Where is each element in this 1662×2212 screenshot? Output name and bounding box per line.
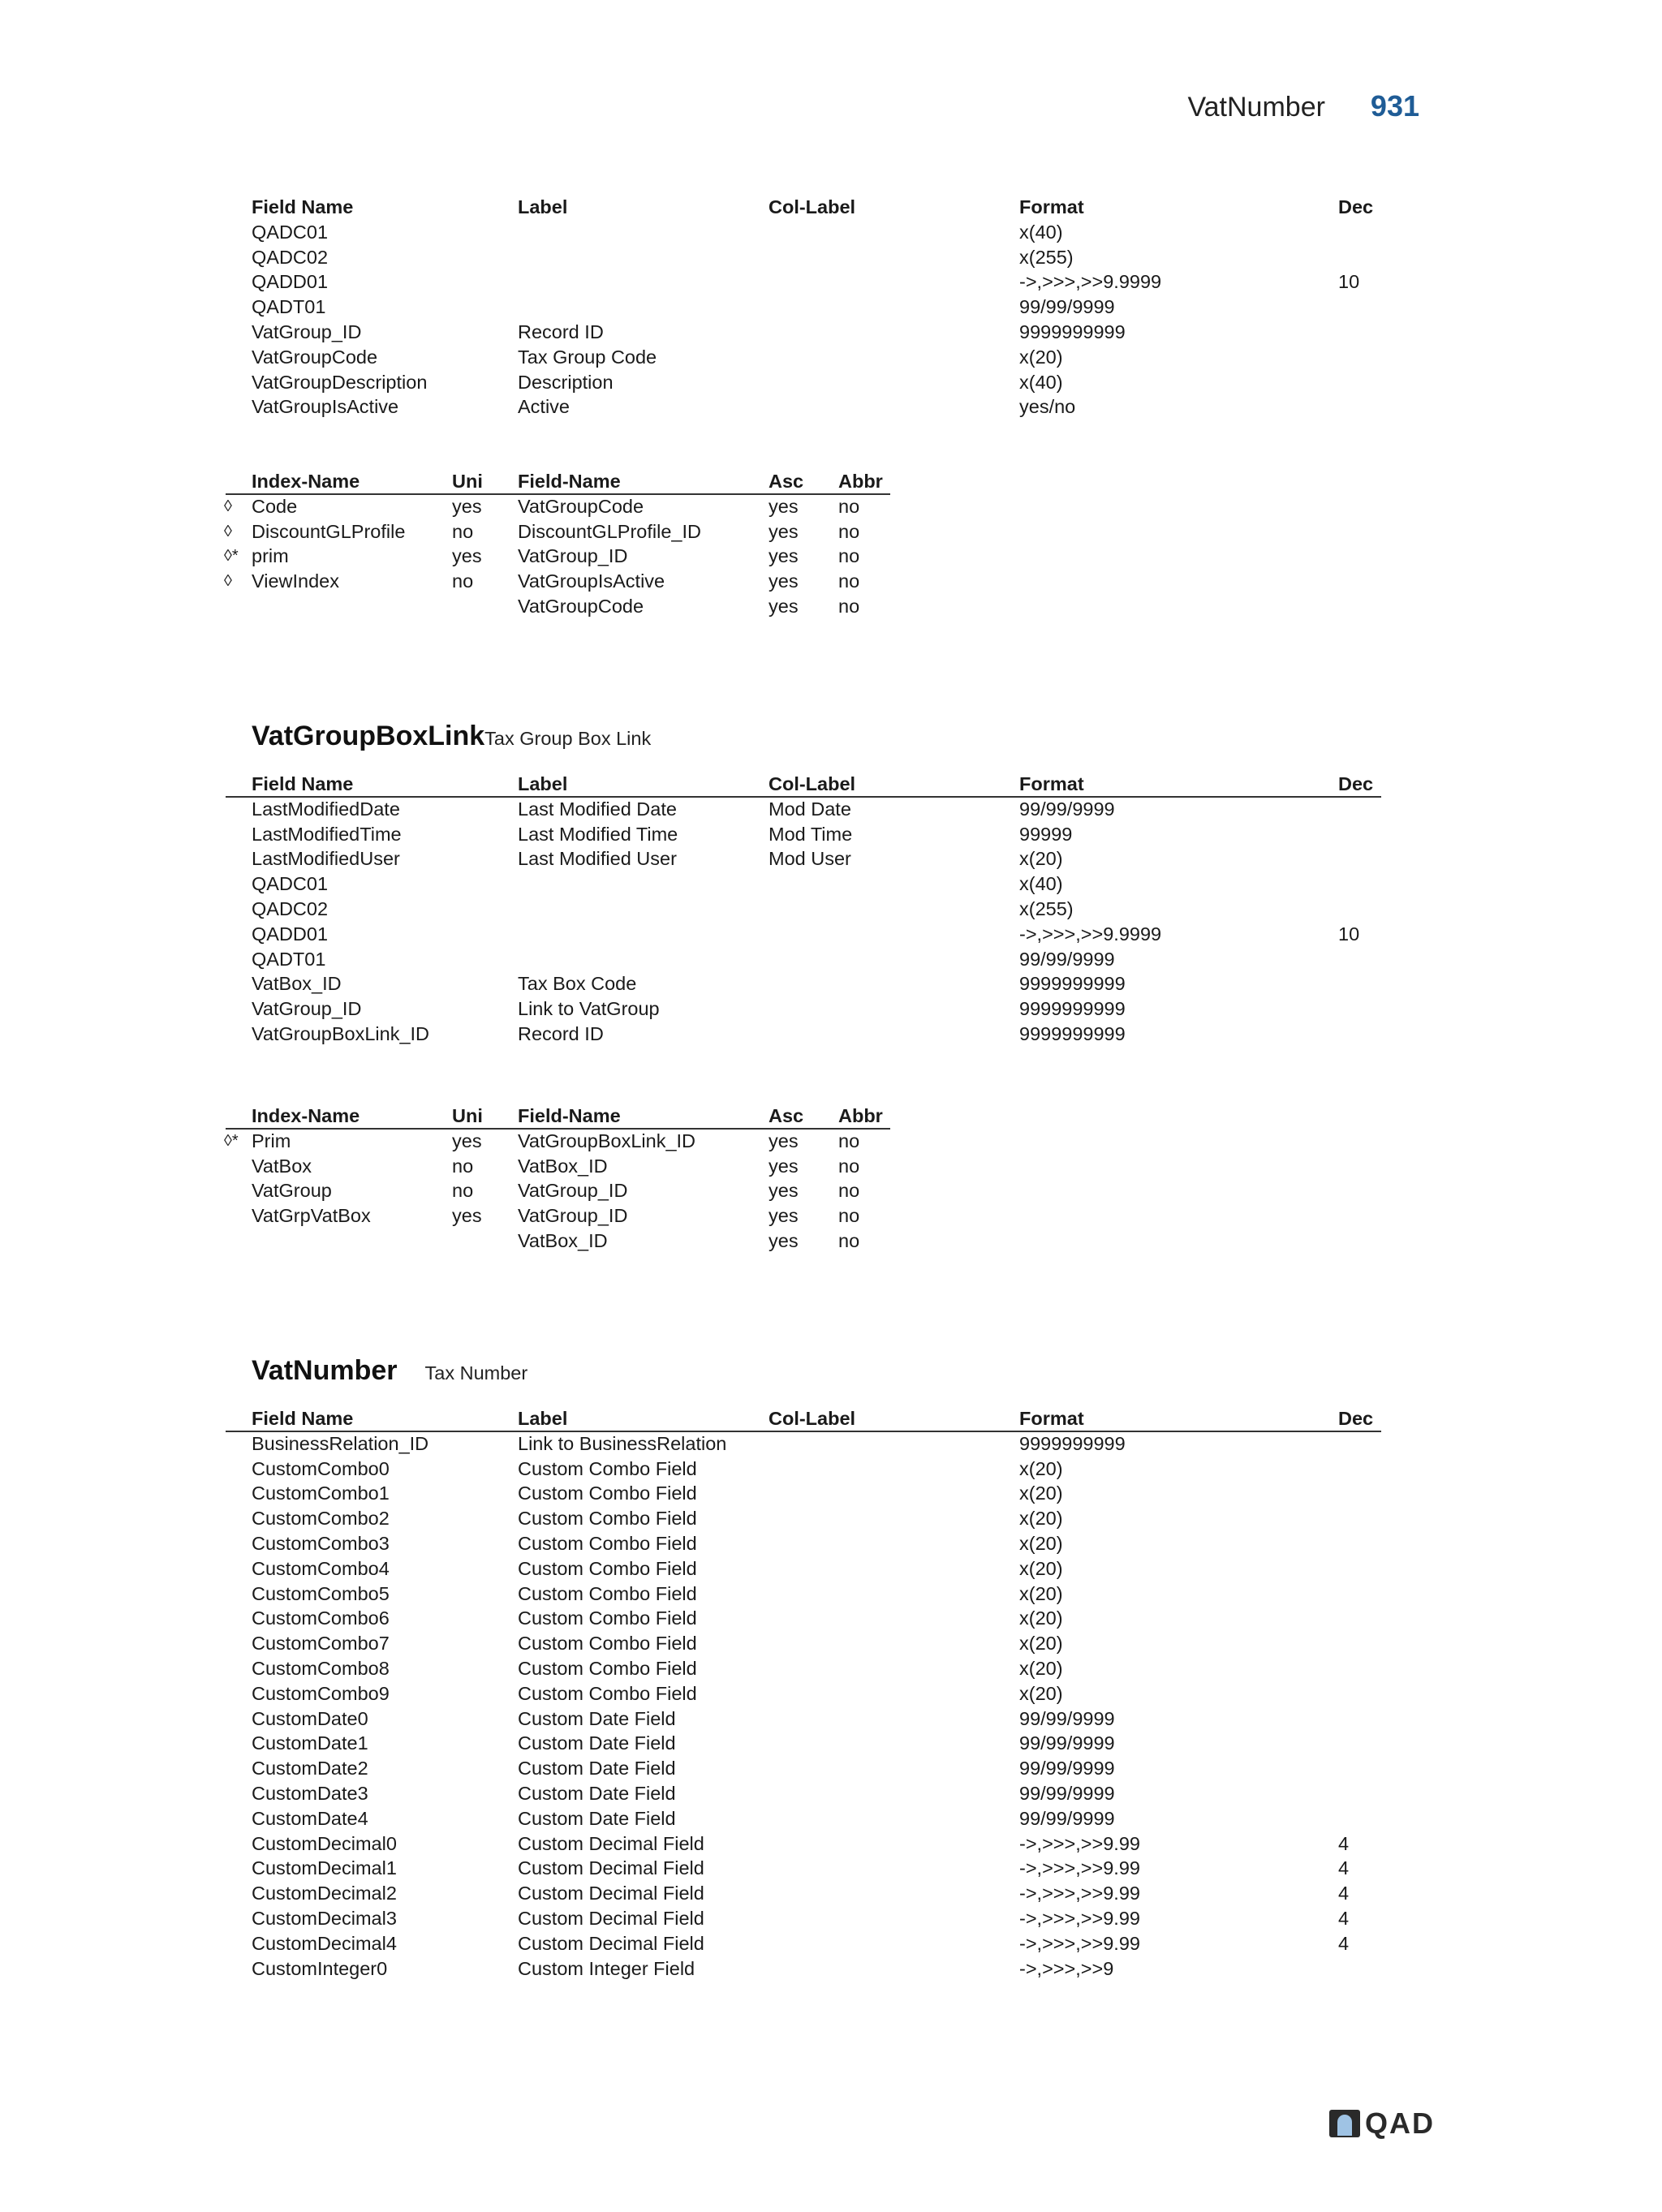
label-cell: Custom Decimal Field [518, 1932, 704, 1954]
table-row [0, 1582, 1662, 1607]
table-row [0, 922, 1662, 947]
vatgroup-index-table [0, 469, 1662, 619]
format-cell: 99/99/9999 [1019, 1707, 1115, 1729]
table-row [0, 996, 1662, 1022]
format-cell: 9999999999 [1019, 998, 1126, 1020]
field-name-cell: CustomDecimal2 [252, 1883, 397, 1904]
header-abbr: Abbr [838, 471, 883, 492]
dec-cell: 4 [1338, 1932, 1350, 1954]
label-cell: Custom Date Field [518, 1782, 676, 1804]
asc-cell: yes [769, 1229, 799, 1251]
abbr-cell: no [838, 1180, 860, 1202]
field-name-cell: CustomDate0 [252, 1707, 368, 1729]
table-row [0, 1681, 1662, 1706]
field-name-cell: VatGroup_ID [518, 1180, 628, 1202]
table-row [0, 1506, 1662, 1531]
header-field-name: Field-Name [518, 1105, 621, 1126]
field-name-cell: DiscountGLProfile_ID [518, 520, 701, 542]
field-name-cell: QADC01 [252, 873, 329, 895]
format-cell: x(40) [1019, 371, 1063, 393]
label-cell: Custom Combo Field [518, 1483, 697, 1504]
format-cell: 9999999999 [1019, 321, 1126, 342]
format-cell: 99999 [1019, 823, 1073, 845]
asc-cell: yes [769, 1180, 799, 1202]
format-cell: x(20) [1019, 1633, 1063, 1655]
table-row [0, 569, 1662, 594]
format-cell: x(20) [1019, 1582, 1063, 1604]
table-row [0, 1606, 1662, 1631]
index-marker: ◊ [224, 497, 232, 515]
table-row [0, 1831, 1662, 1857]
label-cell: Active [518, 396, 570, 418]
field-name-cell: VatGroup_ID [518, 1205, 628, 1227]
index-marker: ◊* [224, 547, 239, 566]
field-name-cell: CustomDate2 [252, 1758, 368, 1779]
field-name-cell: QADC02 [252, 897, 329, 919]
abbr-cell: no [838, 1130, 860, 1151]
label-cell: Custom Date Field [518, 1758, 676, 1779]
index-marker: ◊ [224, 572, 232, 591]
format-cell: 9999999999 [1019, 973, 1126, 995]
table-row [0, 822, 1662, 847]
table-row [0, 394, 1662, 420]
label-cell: Tax Box Code [518, 973, 637, 995]
unique-cell: yes [452, 1130, 482, 1151]
header-field-name: Field Name [252, 1408, 354, 1429]
field-name-cell: BusinessRelation_ID [252, 1432, 429, 1454]
format-cell: ->,>>>,>>9 [1019, 1957, 1114, 1979]
table-row [0, 594, 1662, 619]
format-cell: x(20) [1019, 1508, 1063, 1530]
section-title-vatnumber [252, 1355, 527, 1387]
label-cell: Custom Decimal Field [518, 1857, 704, 1879]
asc-cell: yes [769, 1155, 799, 1177]
table-row [0, 295, 1662, 320]
format-cell: 99/99/9999 [1019, 296, 1115, 318]
field-name-cell: CustomCombo9 [252, 1682, 390, 1704]
format-cell: ->,>>>,>>9.99 [1019, 1857, 1140, 1879]
table-row [0, 1906, 1662, 1931]
field-name-cell: QADT01 [252, 296, 326, 318]
field-name-cell: VatGroupCode [252, 346, 378, 368]
table-row [0, 1781, 1662, 1806]
asc-cell: yes [769, 520, 799, 542]
table-row [0, 1229, 1662, 1254]
label-cell: Record ID [518, 1022, 604, 1044]
asc-cell: yes [769, 570, 799, 592]
index-name-cell: VatGroup [252, 1180, 332, 1202]
field-name-cell: CustomDecimal3 [252, 1907, 397, 1929]
index-name-cell: VatBox [252, 1155, 312, 1177]
format-cell: ->,>>>,>>9.99 [1019, 1932, 1140, 1954]
format-cell: x(20) [1019, 848, 1063, 870]
field-name-cell: VatBox_ID [518, 1155, 608, 1177]
index-table-header [0, 469, 1662, 494]
format-cell: x(20) [1019, 346, 1063, 368]
col-label-cell: Mod Date [769, 798, 851, 820]
header-dec: Dec [1338, 1408, 1374, 1429]
table-description: Tax Number [424, 1362, 528, 1384]
vatgroupboxlink-index-table [0, 1104, 1662, 1254]
label-cell: Custom Date Field [518, 1807, 676, 1829]
field-name-cell: CustomCombo3 [252, 1532, 390, 1554]
header-label: Label [518, 196, 568, 217]
field-name-cell: VatGroupBoxLink_ID [518, 1130, 696, 1151]
format-cell: x(255) [1019, 897, 1074, 919]
format-cell: 99/99/9999 [1019, 1758, 1115, 1779]
table-row [0, 846, 1662, 871]
table-row [0, 1756, 1662, 1781]
format-cell: ->,>>>,>>9.99 [1019, 1907, 1140, 1929]
abbr-cell: no [838, 520, 860, 542]
format-cell: ->,>>>,>>9.99 [1019, 1883, 1140, 1904]
asc-cell: yes [769, 495, 799, 517]
format-cell: x(20) [1019, 1682, 1063, 1704]
page-header [1187, 89, 1419, 128]
index-name-cell: VatGrpVatBox [252, 1205, 371, 1227]
index-name-cell: Prim [252, 1130, 291, 1151]
format-cell: ->,>>>,>>9.9999 [1019, 271, 1162, 293]
table-row [0, 1431, 1662, 1457]
qad-logo [1329, 2107, 1435, 2141]
header-field-name: Field-Name [518, 471, 621, 492]
label-cell: Custom Combo Field [518, 1532, 697, 1554]
table-row [0, 1481, 1662, 1506]
format-cell: x(20) [1019, 1557, 1063, 1579]
field-name-cell: CustomCombo2 [252, 1508, 390, 1530]
field-name-cell: VatGroupCode [518, 595, 644, 617]
format-cell: x(20) [1019, 1657, 1063, 1679]
field-name-cell: QADD01 [252, 923, 329, 945]
field-table-body [0, 220, 1662, 420]
unique-cell: yes [452, 545, 482, 567]
index-marker: ◊ [224, 522, 232, 540]
table-row [0, 971, 1662, 996]
format-cell: x(20) [1019, 1607, 1063, 1629]
label-cell: Description [518, 371, 614, 393]
label-cell: Custom Combo Field [518, 1582, 697, 1604]
table-row [0, 797, 1662, 822]
header-dec: Dec [1338, 773, 1374, 794]
field-name-cell: LastModifiedDate [252, 798, 400, 820]
index-table-body [0, 1129, 1662, 1254]
header-asc: Asc [769, 1105, 804, 1126]
unique-cell: yes [452, 495, 482, 517]
field-name-cell: CustomInteger0 [252, 1957, 388, 1979]
table-description: Tax Group Box Link [484, 728, 652, 749]
field-name-cell: CustomCombo5 [252, 1582, 390, 1604]
table-row [0, 320, 1662, 345]
index-marker: ◊* [224, 1131, 239, 1150]
field-name-cell: VatGroupCode [518, 495, 644, 517]
vatgroupboxlink-field-table [0, 772, 1662, 1047]
table-row [0, 1956, 1662, 1982]
field-name-cell: CustomCombo0 [252, 1457, 390, 1479]
unique-cell: no [452, 520, 474, 542]
abbr-cell: no [838, 545, 860, 567]
table-row [0, 269, 1662, 295]
header-label: Label [518, 773, 568, 794]
abbr-cell: no [838, 570, 860, 592]
table-row [0, 1556, 1662, 1582]
field-name-cell: CustomCombo1 [252, 1483, 390, 1504]
field-name-cell: VatBox_ID [252, 973, 342, 995]
field-name-cell: VatGroupBoxLink_ID [252, 1022, 430, 1044]
format-cell: ->,>>>,>>9.99 [1019, 1832, 1140, 1854]
table-row [0, 1856, 1662, 1881]
format-cell: 9999999999 [1019, 1432, 1126, 1454]
header-field-name: Field Name [252, 773, 354, 794]
index-name-cell: Code [252, 495, 298, 517]
dec-cell: 10 [1338, 271, 1360, 293]
label-cell: Custom Combo Field [518, 1633, 697, 1655]
table-row [0, 1531, 1662, 1556]
field-table-body [0, 797, 1662, 1047]
table-row [0, 1022, 1662, 1047]
header-uni: Uni [452, 1105, 483, 1126]
field-name-cell: CustomCombo7 [252, 1633, 390, 1655]
table-row [0, 1203, 1662, 1229]
format-cell: 99/99/9999 [1019, 948, 1115, 970]
format-cell: 99/99/9999 [1019, 1807, 1115, 1829]
table-row [0, 1706, 1662, 1732]
table-row [0, 1154, 1662, 1179]
table-row [0, 897, 1662, 922]
format-cell: x(20) [1019, 1483, 1063, 1504]
index-table-body [0, 494, 1662, 619]
dec-cell: 4 [1338, 1832, 1350, 1854]
index-name-cell: prim [252, 545, 289, 567]
table-row [0, 544, 1662, 569]
unique-cell: no [452, 1180, 474, 1202]
section-name: VatNumber [1187, 92, 1325, 123]
logo-text: QAD [1365, 2107, 1435, 2140]
table-row [0, 947, 1662, 972]
index-name-cell: DiscountGLProfile [252, 520, 406, 542]
field-name-cell: LastModifiedUser [252, 848, 400, 870]
abbr-cell: no [838, 1205, 860, 1227]
field-name-cell: VatGroupIsActive [518, 570, 665, 592]
unique-cell: yes [452, 1205, 482, 1227]
field-name-cell: LastModifiedTime [252, 823, 402, 845]
field-table-header [0, 1406, 1662, 1431]
label-cell: Last Modified Time [518, 823, 678, 845]
format-cell: ->,>>>,>>9.9999 [1019, 923, 1162, 945]
header-uni: Uni [452, 471, 483, 492]
table-row [0, 1881, 1662, 1906]
header-abbr: Abbr [838, 1105, 883, 1126]
label-cell: Custom Combo Field [518, 1457, 697, 1479]
label-cell: Tax Group Code [518, 346, 657, 368]
field-name-cell: CustomDecimal0 [252, 1832, 397, 1854]
label-cell: Custom Combo Field [518, 1508, 697, 1530]
index-table-header [0, 1104, 1662, 1129]
vatnumber-field-table [0, 1406, 1662, 1981]
asc-cell: yes [769, 1205, 799, 1227]
dec-cell: 10 [1338, 923, 1360, 945]
header-col-label: Col-Label [769, 1408, 856, 1429]
format-cell: x(20) [1019, 1457, 1063, 1479]
table-name: VatNumber [252, 1355, 398, 1386]
label-cell: Custom Combo Field [518, 1657, 697, 1679]
abbr-cell: no [838, 595, 860, 617]
header-index-name: Index-Name [252, 471, 360, 492]
field-table-body [0, 1431, 1662, 1982]
table-row [0, 1731, 1662, 1756]
asc-cell: yes [769, 595, 799, 617]
header-format: Format [1019, 773, 1084, 794]
field-name-cell: VatGroup_ID [518, 545, 628, 567]
field-name-cell: VatBox_ID [518, 1229, 608, 1251]
field-name-cell: CustomCombo6 [252, 1607, 390, 1629]
format-cell: x(40) [1019, 873, 1063, 895]
table-name: VatGroupBoxLink [252, 721, 485, 751]
table-row [0, 1129, 1662, 1154]
dec-cell: 4 [1338, 1907, 1350, 1929]
vatgroup-field-table [0, 195, 1662, 420]
header-index-name: Index-Name [252, 1105, 360, 1126]
table-row [0, 1178, 1662, 1203]
qad-logo-icon [1329, 2110, 1360, 2137]
field-name-cell: CustomDecimal1 [252, 1857, 397, 1879]
field-name-cell: QADC02 [252, 246, 329, 268]
header-col-label: Col-Label [769, 196, 856, 217]
header-asc: Asc [769, 471, 804, 492]
field-name-cell: VatGroup_ID [252, 998, 362, 1020]
label-cell: Custom Date Field [518, 1732, 676, 1754]
header-col-label: Col-Label [769, 773, 856, 794]
unique-cell: no [452, 1155, 474, 1177]
field-name-cell: QADT01 [252, 948, 326, 970]
label-cell: Custom Combo Field [518, 1557, 697, 1579]
table-row [0, 220, 1662, 245]
field-table-header [0, 195, 1662, 220]
page-number: 931 [1370, 89, 1419, 123]
label-cell: Last Modified User [518, 848, 677, 870]
label-cell: Last Modified Date [518, 798, 677, 820]
format-cell: x(40) [1019, 221, 1063, 243]
field-name-cell: CustomCombo8 [252, 1657, 390, 1679]
section-title-vatgroupboxlink [252, 721, 651, 752]
header-format: Format [1019, 196, 1084, 217]
index-name-cell: ViewIndex [252, 570, 339, 592]
field-name-cell: VatGroup_ID [252, 321, 362, 342]
field-name-cell: CustomCombo4 [252, 1557, 390, 1579]
label-cell: Custom Integer Field [518, 1957, 695, 1979]
table-row [0, 1806, 1662, 1831]
header-label: Label [518, 1408, 568, 1429]
header-format: Format [1019, 1408, 1084, 1429]
format-cell: 99/99/9999 [1019, 798, 1115, 820]
field-name-cell: VatGroupIsActive [252, 396, 399, 418]
header-dec: Dec [1338, 196, 1374, 217]
format-cell: yes/no [1019, 396, 1076, 418]
field-name-cell: QADC01 [252, 221, 329, 243]
abbr-cell: no [838, 495, 860, 517]
table-row [0, 370, 1662, 395]
format-cell: x(20) [1019, 1532, 1063, 1554]
label-cell: Link to VatGroup [518, 998, 660, 1020]
format-cell: x(255) [1019, 246, 1074, 268]
abbr-cell: no [838, 1229, 860, 1251]
label-cell: Custom Decimal Field [518, 1883, 704, 1904]
table-row [0, 345, 1662, 370]
field-name-cell: CustomDate3 [252, 1782, 368, 1804]
label-cell: Custom Date Field [518, 1707, 676, 1729]
field-name-cell: CustomDate4 [252, 1807, 368, 1829]
abbr-cell: no [838, 1155, 860, 1177]
col-label-cell: Mod Time [769, 823, 853, 845]
label-cell: Custom Combo Field [518, 1682, 697, 1704]
header-field-name: Field Name [252, 196, 354, 217]
table-row [0, 245, 1662, 270]
table-row [0, 1656, 1662, 1681]
table-row [0, 871, 1662, 897]
field-name-cell: CustomDecimal4 [252, 1932, 397, 1954]
label-cell: Custom Decimal Field [518, 1907, 704, 1929]
asc-cell: yes [769, 1130, 799, 1151]
label-cell: Custom Combo Field [518, 1607, 697, 1629]
col-label-cell: Mod User [769, 848, 851, 870]
label-cell: Record ID [518, 321, 604, 342]
asc-cell: yes [769, 545, 799, 567]
label-cell: Custom Decimal Field [518, 1832, 704, 1854]
table-row [0, 519, 1662, 544]
format-cell: 99/99/9999 [1019, 1782, 1115, 1804]
field-name-cell: VatGroupDescription [252, 371, 428, 393]
dec-cell: 4 [1338, 1883, 1350, 1904]
table-row [0, 494, 1662, 519]
format-cell: 9999999999 [1019, 1022, 1126, 1044]
table-row [0, 1631, 1662, 1656]
unique-cell: no [452, 570, 474, 592]
field-name-cell: CustomDate1 [252, 1732, 368, 1754]
field-name-cell: QADD01 [252, 271, 329, 293]
dec-cell: 4 [1338, 1857, 1350, 1879]
label-cell: Link to BusinessRelation [518, 1432, 727, 1454]
table-row [0, 1457, 1662, 1482]
field-table-header [0, 772, 1662, 797]
format-cell: 99/99/9999 [1019, 1732, 1115, 1754]
table-row [0, 1931, 1662, 1956]
